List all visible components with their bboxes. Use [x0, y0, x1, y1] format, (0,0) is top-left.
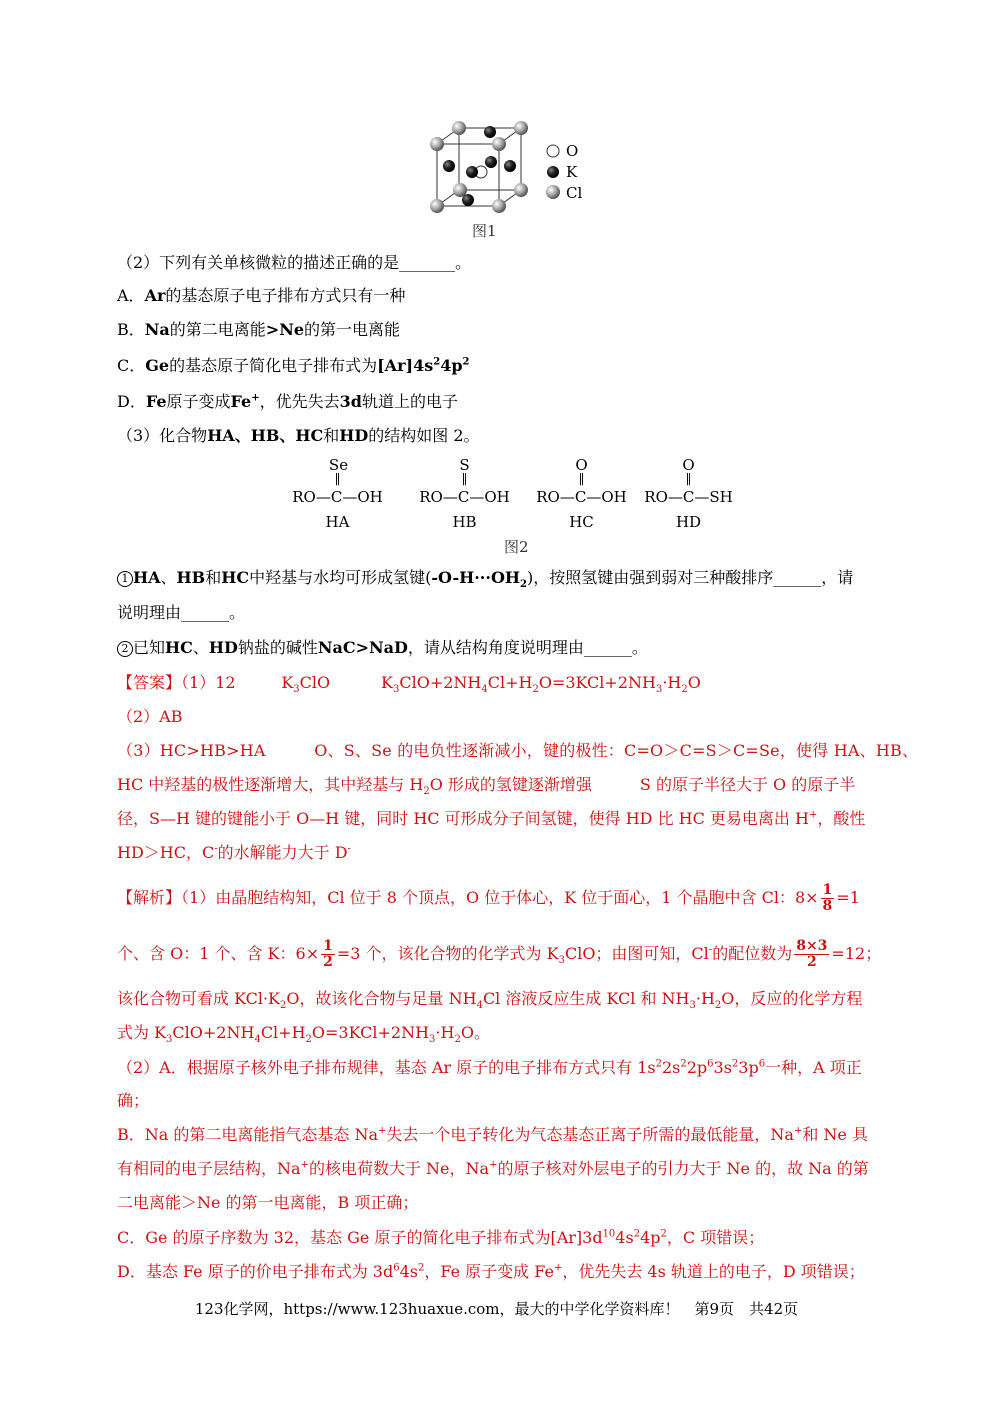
analysis-line-8: 有相同的电子层结构，Na+的核电荷数大于 Ne，Na+的原子核对外层电子的引力大于 Ne 的，故 Na 的第 — [117, 1159, 869, 1178]
analysis-line-9: 二电离能＞Ne 的第一电离能，B 项正确； — [117, 1193, 419, 1212]
answer-line-4: HC 中羟基的极性逐渐增大，其中羟基与 $H_2O$ 形成的氢键逐渐增强 S 的原子半径大于 O 的原子半 — [117, 775, 856, 798]
q2-option-d: D．Fe原子变成Fe+，优先失去3d轨道上的电子 — [117, 392, 458, 411]
molecule-hc: O ‖ RO—C—OH HC — [536, 456, 627, 531]
analysis-line-5: （2）A．根据原子核外电子排布规律，基态 Ar 原子的电子排布方式只有 $1s^22s^22p^63s^23p^6$一种，A 项正 — [117, 1058, 862, 1077]
analysis-line-10: C．Ge 的原子序数为 32，基态 Ge 原子的简化电子排布式为$[Ar]3d^{10}4s^24p^2$，C 项错误； — [117, 1228, 765, 1247]
page-footer: 123化学网，https://www.123huaxue.com，最大的中学化学资料库！ 第9页 共42页 — [194, 1300, 799, 1318]
legend-k: K — [566, 163, 578, 181]
legend-cl: Cl — [566, 184, 583, 202]
analysis-line-3: 该化合物可看成 $KCl\cdot K_2O$，故该化合物与足量 $NH_4Cl$ 溶液反应生成 KCl 和 $NH_3\cdot H_2O$，反应的化学方程 — [117, 989, 863, 1012]
figure2-caption: 图2 — [504, 538, 529, 556]
answer-line-6: HD＞HC，C-的水解能力大于 D- — [117, 843, 351, 862]
analysis-line-1: 【解析】（1）由晶胞结构知，Cl 位于 8 个顶点，O 位于体心，K 位于面心，1 个晶胞中含 Cl：8× $\frac{1}{8}$ =1 — [117, 882, 860, 914]
molecule-ha: Se ‖ RO—C—OH HA — [292, 456, 383, 531]
analysis-line-6: 确； — [117, 1091, 150, 1110]
analysis-line-7: B．Na 的第二电离能指气态基态 Na+失去一个电子转化为气态基态正离子所需的最低能量，Na+和 Ne 具 — [117, 1125, 868, 1144]
figure1 — [425, 118, 595, 218]
q2-option-b: B．Na的第二电离能>Ne的第一电离能 — [117, 320, 401, 339]
sub-question-1-line2: 说明理由______。 — [117, 603, 246, 622]
q3-stem: （3）化合物HA、HB、HC和HD的结构如图 2。 — [117, 426, 480, 445]
answer-label: 【答案】 — [117, 673, 182, 692]
answer-line-3: （3）HC>HB>HA O、S、Se 的电负性逐渐减小，键的极性：C=O＞C=S＞C=Se，使得 HA、HB、 — [117, 741, 919, 760]
sub-question-2: 2 已知HC、HD钠盐的碱性NaC>NaD，请从结构角度说明理由______。 — [117, 636, 905, 660]
figure1-caption: 图1 — [472, 222, 497, 240]
answer-line-1: 【答案】（1）12 $K_3ClO$ $K_3ClO+2NH_4Cl+H_2O=3KCl+2NH_3\cdot H_2O$ — [117, 673, 701, 696]
legend-o: O — [566, 142, 579, 160]
analysis-line-11: D．基态 Fe 原子的价电子排布式为 $3d^64s^2$，Fe 原子变成 Fe+，优先失去 4s 轨道上的电子，D 项错误； — [117, 1262, 865, 1281]
analysis-label: 【解析】 — [117, 888, 182, 907]
analysis-line-4: 式为 $K_3ClO+2NH_4Cl+H_2O=3KCl+2NH_3\cdot H_2O$。 — [117, 1023, 490, 1046]
q2-option-c: C．Ge的基态原子简化电子排布式为$[Ar]4s^24p^2$ — [117, 356, 470, 375]
answer-line-5: 径，S—H 键的键能小于 O—H 键，同时 HC 可形成分子间氢键，使得 HD 比 HC 更易电离出 H+，酸性 — [117, 809, 866, 828]
molecule-hd: O ‖ RO—C—SH HD — [644, 456, 733, 531]
q2-option-a: A．Ar的基态原子电子排布方式只有一种 — [117, 286, 406, 305]
sub-question-1: 1 HA、HB和HC中羟基与水均可形成氢键$(-O-H\cdot\cdot\cdot OH_2)$，按照氢键由强到弱对三种酸排序______，请 — [117, 566, 905, 590]
analysis-line-2: 个、含 O：1 个、含 K：6× $\frac{1}{2}$ =3 个，该化合物的化学式为 $K_3ClO$；由图可知，Cl-的配位数为 $\frac{8\times 3}{2}$ =12； — [117, 938, 882, 970]
q2-stem: （2）下列有关单核微粒的描述正确的是_______。 — [117, 253, 472, 272]
molecule-hb: S ‖ RO—C—OH HB — [419, 456, 510, 531]
answer-line-2: （2）AB — [117, 707, 183, 726]
